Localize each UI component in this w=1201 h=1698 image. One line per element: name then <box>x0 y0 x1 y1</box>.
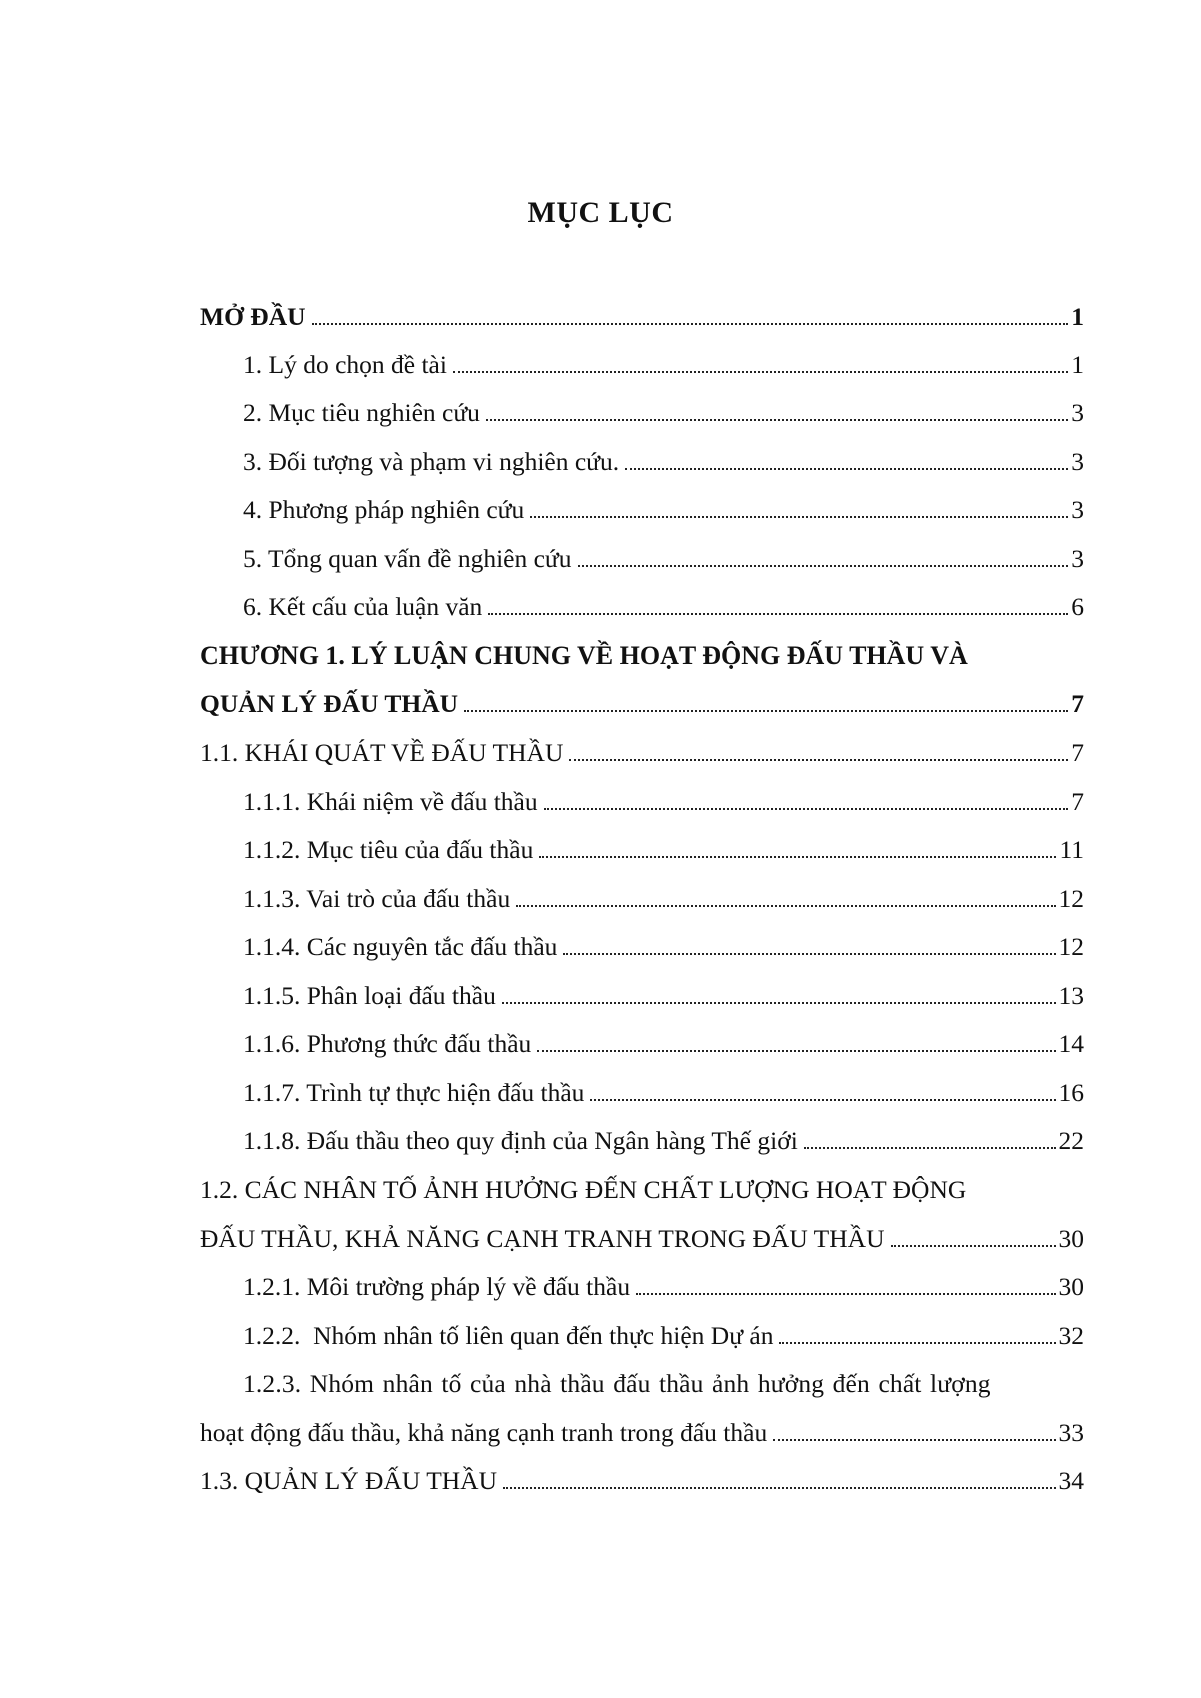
toc-entry-1-1-7[interactable] <box>243 1076 1084 1110</box>
toc-entry-1-2-3-line-1[interactable] <box>243 1367 1084 1401</box>
toc-entry-1-2-3-line-2[interactable] <box>200 1416 1084 1450</box>
dot-leader <box>530 516 1068 518</box>
toc-entry-text: 1.2.2. Nhóm nhân tố liên quan đến thực hiện Dự án <box>243 1321 774 1350</box>
toc-entry-5[interactable] <box>243 542 1084 576</box>
toc-page-number: 11 <box>1059 835 1084 864</box>
toc-entry-text: 3. Đối tượng và phạm vi nghiên cứu. <box>243 447 620 476</box>
toc-entry-6[interactable] <box>243 590 1084 624</box>
toc-entry-1-1-6[interactable] <box>243 1027 1084 1061</box>
toc-entry-mo-dau[interactable] <box>200 300 1084 334</box>
toc-entry-1-1-4[interactable] <box>243 930 1084 964</box>
toc-page-number: 30 <box>1058 1224 1084 1253</box>
dot-leader <box>488 613 1068 615</box>
toc-entry-text: 1.1.7. Trình tự thực hiện đấu thầu <box>243 1078 585 1107</box>
toc-page-number: 3 <box>1071 544 1084 573</box>
dot-leader <box>578 565 1069 567</box>
dot-leader <box>537 1050 1055 1052</box>
dot-leader <box>486 419 1068 421</box>
toc-entry-text: 1.1.2. Mục tiêu của đấu thầu <box>243 835 534 864</box>
toc-entry-3[interactable] <box>243 445 1084 479</box>
toc-entry-text: 1.2.3. Nhóm nhân tố của nhà thầu đấu thầu ảnh hưởng đến chất lượng <box>243 1369 991 1398</box>
toc-entry-1-3[interactable] <box>200 1464 1084 1498</box>
toc-page-number: 14 <box>1058 1029 1084 1058</box>
toc-entry-text: 1.1.4. Các nguyên tắc đấu thầu <box>243 932 558 961</box>
toc-entry-1-2-line-1[interactable] <box>200 1173 1084 1207</box>
toc-entry-2[interactable] <box>243 396 1084 430</box>
toc-entry-text: CHƯƠNG 1. LÝ LUẬN CHUNG VỀ HOẠT ĐỘNG ĐẤU THẦU VÀ <box>200 641 968 670</box>
dot-leader <box>625 468 1068 470</box>
toc-entry-1-1-5[interactable] <box>243 979 1084 1013</box>
dot-leader <box>502 1002 1056 1004</box>
dot-leader <box>891 1245 1056 1247</box>
toc-entry-chapter-1-line-2[interactable] <box>200 687 1084 721</box>
toc-entry-text: MỞ ĐẦU <box>200 302 306 331</box>
toc-entry-chapter-1-line-1[interactable] <box>200 639 1084 673</box>
dot-leader <box>773 1439 1055 1441</box>
toc-entry-text: 1.1.5. Phân loại đấu thầu <box>243 981 496 1010</box>
toc-entry-1-1-2[interactable] <box>243 833 1084 867</box>
toc-page-number: 16 <box>1058 1078 1084 1107</box>
dot-leader <box>312 323 1069 325</box>
toc-entry-text: hoạt động đấu thầu, khả năng cạnh tranh trong đấu thầu <box>200 1418 768 1447</box>
toc-entry-text: 1.2. CÁC NHÂN TỐ ẢNH HƯỞNG ĐẾN CHẤT LƯỢNG HOẠT ĐỘNG <box>200 1175 967 1204</box>
dot-leader <box>636 1293 1055 1295</box>
dot-leader <box>464 710 1068 712</box>
dot-leader <box>503 1487 1055 1489</box>
toc-page-number: 32 <box>1058 1321 1084 1350</box>
toc-page-number: 3 <box>1071 447 1084 476</box>
toc-entry-text: 4. Phương pháp nghiên cứu <box>243 495 525 524</box>
toc-entry-1-2-line-2[interactable] <box>200 1222 1084 1256</box>
toc-entry-text: 2. Mục tiêu nghiên cứu <box>243 398 480 427</box>
dot-leader <box>544 808 1069 810</box>
dot-leader <box>539 856 1056 858</box>
toc-page-number: 34 <box>1058 1466 1084 1495</box>
toc-page-number: 1 <box>1071 350 1084 379</box>
dot-leader <box>590 1099 1055 1101</box>
dot-leader <box>779 1342 1055 1344</box>
toc-entry-1-2-1[interactable] <box>243 1270 1084 1304</box>
toc-entry-text: 1.2.1. Môi trường pháp lý về đấu thầu <box>243 1272 631 1301</box>
toc-page-number: 33 <box>1058 1418 1084 1447</box>
toc-page-number: 1 <box>1071 302 1084 331</box>
toc-page-number: 7 <box>1071 689 1084 718</box>
toc-entry-text: 5. Tổng quan vấn đề nghiên cứu <box>243 544 572 573</box>
toc-page-number: 30 <box>1058 1272 1084 1301</box>
toc-entry-text: QUẢN LÝ ĐẤU THẦU <box>200 689 459 718</box>
toc-entry-text: 1.1. KHÁI QUÁT VỀ ĐẤU THẦU <box>200 738 564 767</box>
dot-leader <box>453 371 1068 373</box>
toc-page-number: 3 <box>1071 398 1084 427</box>
toc-page-number: 7 <box>1071 738 1084 767</box>
toc-entry-1-1[interactable] <box>200 736 1084 770</box>
toc-entry-1[interactable] <box>243 348 1084 382</box>
toc-page-number: 12 <box>1058 932 1084 961</box>
toc-page-number: 7 <box>1071 787 1084 816</box>
toc-entry-text: 1.3. QUẢN LÝ ĐẤU THẦU <box>200 1466 498 1495</box>
toc-entry-text: 1.1.3. Vai trò của đấu thầu <box>243 884 511 913</box>
toc-entry-text: 6. Kết cấu của luận văn <box>243 592 483 621</box>
toc-page-number: 13 <box>1058 981 1084 1010</box>
toc-entry-text: ĐẤU THẦU, KHẢ NĂNG CẠNH TRANH TRONG ĐẤU THẦU <box>200 1224 885 1253</box>
toc-entry-text: 1.1.1. Khái niệm về đấu thầu <box>243 787 538 816</box>
toc-entry-4[interactable] <box>243 493 1084 527</box>
toc-entry-1-1-8[interactable] <box>243 1124 1084 1158</box>
toc-entry-1-1-1[interactable] <box>243 785 1084 819</box>
toc-page-number: 22 <box>1058 1126 1084 1155</box>
toc-entry-text: 1.1.8. Đấu thầu theo quy định của Ngân hàng Thế giới <box>243 1126 798 1155</box>
dot-leader <box>563 953 1055 955</box>
toc-page-number: 6 <box>1071 592 1084 621</box>
toc-entry-text: 1. Lý do chọn đề tài <box>243 350 447 379</box>
toc-entry-text: 1.1.6. Phương thức đấu thầu <box>243 1029 532 1058</box>
toc-page-number: 12 <box>1058 884 1084 913</box>
dot-leader <box>804 1147 1056 1149</box>
dot-leader <box>516 905 1055 907</box>
toc-page-number: 3 <box>1071 495 1084 524</box>
toc-entry-1-1-3[interactable] <box>243 882 1084 916</box>
toc-entry-1-2-2[interactable] <box>243 1319 1084 1353</box>
dot-leader <box>569 759 1068 761</box>
page-title: MỤC LỤC <box>527 196 674 229</box>
